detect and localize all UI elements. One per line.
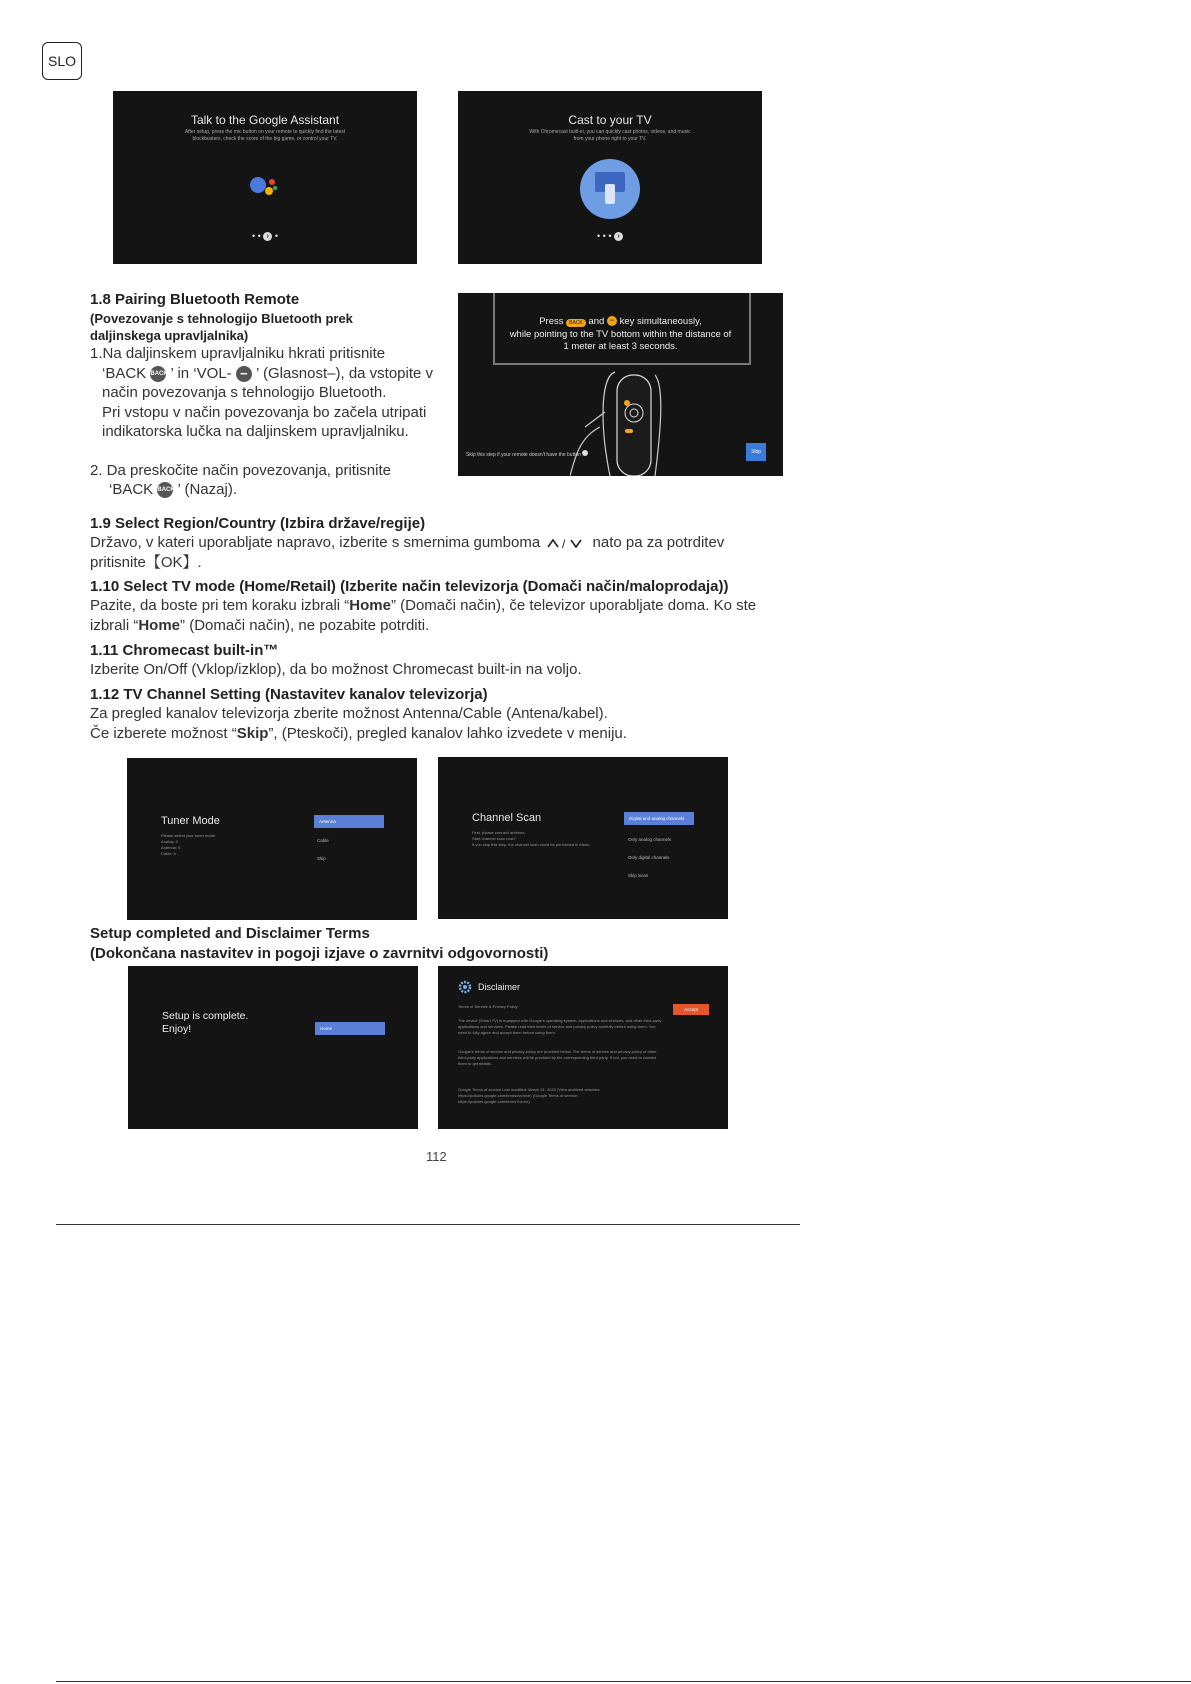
home-bold: Home (349, 597, 391, 614)
section-1-11-title: 1.11 Chromecast built-in™ (90, 642, 279, 659)
screenshot-remote-pairing (458, 293, 783, 476)
back-button-icon: BACK (150, 366, 166, 382)
arrow-up-down-icon (546, 537, 586, 549)
step-1-line-2 (90, 364, 450, 384)
language-badge: SLO (42, 42, 82, 80)
tabs[interactable]: Terms of Service & Privacy Policy (458, 1004, 518, 1009)
text-segment: ” (Domači način), ne pozabite potrditi. (180, 616, 430, 634)
screenshot-cast (458, 91, 762, 264)
hand-remote-illustration-icon (570, 367, 690, 476)
step-2-line-1: 2. Da preskočite način povezovanja, pritisnite (90, 461, 391, 479)
screen-desc (161, 833, 216, 857)
section-1-8-title: 1.8 Pairing Bluetooth Remote (90, 291, 300, 308)
text-line: Setup is complete. (162, 1010, 249, 1022)
tuner-option-cable[interactable]: Cable (317, 838, 329, 843)
screenshot-google-assistant (113, 91, 417, 264)
setup-subtitle: (Dokončana nastavitev in pogoji izjave o zavrnitvi odgovornosti) (90, 945, 549, 962)
section-1-9-title: 1.9 Select Region/Country (Izbira države/regije) (90, 515, 426, 532)
text-line: Antenna: 0 (161, 845, 181, 850)
skip-bold: Skip (236, 724, 269, 742)
disclaimer-paragraph-3: Google Terms of service Last modified: March 31, 2020 (View archived versions: https://policies.google.com/terms/archive) (Google Terms of service: https://policies.google.com/terms?hl=en) (458, 1087, 601, 1104)
text-segment: 1 meter at least 3 seconds. (563, 341, 678, 352)
section-1-12-title: 1.12 TV Channel Setting (Nastavitev kanalov televizorja) (90, 686, 488, 703)
complete-text (162, 1010, 248, 1036)
text-line: First, please connect antenna. (472, 830, 526, 835)
section-1-11-line-1: Izberite On/Off (Vklop/izklop), da bo možnost Chromecast built-in na voljo. (90, 661, 582, 678)
step-2-line-2 (90, 480, 450, 500)
section-1-10-title: 1.10 Select TV mode (Home/Retail) (Izberite način televizorja (Domači način/maloprodaja)) (90, 578, 729, 595)
skip-button[interactable]: Skip (746, 443, 766, 461)
text-segment: Državo, v kateri uporabljate napravo, izberite s smernima gumboma (90, 534, 541, 551)
section-1-12-line-1: Za pregled kanalov televizorja zberite možnost Antenna/Cable (Antena/kabel). (90, 705, 608, 722)
home-button[interactable]: Home (315, 1022, 385, 1035)
volume-minus-icon: − (236, 366, 252, 382)
home-bold: Home (138, 616, 181, 634)
section-1-10-line-2 (90, 616, 810, 636)
screen-title: Talk to the Google Assistant (190, 113, 340, 127)
screenshot-setup-complete (128, 966, 418, 1129)
cast-illustration-icon (579, 158, 641, 220)
section-1-10-body (90, 596, 810, 635)
disclaimer-paragraph-1: The device (Smart TV) is equipped with Google's operating system, applications and services, and other third-party applications and services. Please read their terms of service and privacy policy carefully before using them. You need to fully agree and accept them before using them. (458, 1018, 662, 1035)
screenshot-tuner-mode (127, 758, 417, 920)
tuner-option-antenna[interactable]: Antenna (314, 815, 384, 828)
text-segment: ‘BACK (109, 481, 154, 498)
screen-subtitle: After setup, press the mic button on your remote to quickly find the latest blockbusters, check the score of the big game, or control your TV. (184, 129, 346, 142)
text-segment: ’ (Nazaj). (177, 481, 237, 498)
text-segment: ”, (Pteskoči), pregled kanalov lahko izvedete v meniju. (268, 724, 627, 742)
text-segment: key simultaneously, (619, 316, 702, 327)
text-line: Please select your tuner mode. (161, 833, 217, 838)
page-number: 112 (426, 1149, 447, 1164)
text-line: Analog: 0 (161, 839, 178, 844)
pager-dots: • • › • (252, 231, 278, 241)
text-segment: Če izberete možnost “ (90, 724, 237, 742)
text-segment: Skip this step if your remote doesn't have the button (466, 452, 581, 458)
svg-text:/: / (562, 537, 566, 550)
section-1-8-subtitle-1: (Povezovanje s tehnologijo Bluetooth prek (90, 311, 353, 326)
section-1-9-body (90, 533, 810, 572)
text-segment: nato pa za potrditev (592, 534, 725, 551)
screen-subtitle: With Chromecast built-in, you can quickly cast photos, videos, and music from your phone right to your TV. (529, 129, 691, 142)
back-button-icon: BACK (157, 482, 173, 498)
accept-button[interactable]: Accept (673, 1004, 709, 1015)
section-1-8-body (90, 344, 450, 500)
text-segment: Press (539, 316, 564, 327)
text-segment: while pointing to the TV bottom within the distance of (509, 329, 732, 340)
text-line: Start channel scan now? (472, 836, 516, 841)
text-segment: ‘BACK (102, 364, 147, 382)
section-1-9-line-1 (90, 533, 810, 553)
scan-option-digital[interactable]: Only digital channels (628, 855, 670, 860)
text-line: Enjoy! (162, 1023, 192, 1035)
text-segment: izbrali “ (90, 616, 139, 634)
step-1-line-1: 1.Na daljinskem upravljalniku hkrati pritisnite (90, 345, 386, 362)
minus-key-icon: − (607, 316, 617, 326)
screen-title: Disclaimer (478, 982, 521, 992)
screen-title: Channel Scan (472, 812, 542, 824)
text-line: If you skip this step, the channel scan could be performed in Menu. (472, 842, 591, 847)
scan-option-digital-analog[interactable]: Digital and analog channels (624, 812, 694, 825)
section-1-8-subtitle-2: daljinskega upravljalnika) (90, 328, 249, 343)
text-segment: Pazite, da boste pri tem koraku izbrali “ (90, 597, 350, 614)
section-1-10-line-1 (90, 596, 810, 616)
pager-dots: • • • › (458, 231, 762, 241)
screenshot-disclaimer (438, 966, 728, 1129)
section-1-9-line-2: pritisnite【OK】. (90, 553, 202, 571)
screenshot-channel-scan (438, 757, 728, 919)
screen-title: Cast to your TV (568, 113, 652, 127)
divider-line-bottom (56, 1681, 1191, 1682)
step-1-line-3: način povezovanja s tehnologijo Bluetooth. (102, 384, 387, 401)
disclaimer-paragraph-2: Google's terms of service and privacy policy are provided below. The terms of service and privacy policy of other third-party applications and services will be provided by the corresponding third party. If not, you need to contact them to get details. (458, 1049, 657, 1066)
tuner-option-skip[interactable]: Skip (317, 856, 326, 861)
screen-desc (472, 830, 592, 848)
gear-icon (458, 980, 472, 994)
scan-option-skip[interactable]: Skip Scan (628, 873, 649, 878)
setup-title: Setup completed and Disclaimer Terms (90, 925, 370, 942)
info-icon (582, 450, 588, 456)
skip-note (466, 450, 588, 458)
divider-line (56, 1224, 800, 1225)
text-segment: ’ in ‘VOL- (170, 364, 232, 382)
instruction-text (458, 316, 783, 353)
step-1-line-4: Pri vstopu v način povezovanja bo začela utripati (102, 403, 427, 421)
text-segment: ’ (Glasnost–), da vstopite v (256, 364, 434, 382)
screen-title: Tuner Mode (161, 815, 220, 827)
back-key-icon: BACK (566, 319, 586, 327)
scan-option-analog[interactable]: Only analog channels (628, 837, 672, 842)
google-assistant-icon (248, 174, 282, 202)
text-line: Cable: 0 (161, 851, 176, 856)
section-1-12-body (90, 704, 810, 743)
step-1-line-5: indikatorska lučka na daljinskem upravljalniku. (102, 423, 409, 440)
text-segment: ” (Domači način), če televizor uporabljate doma. Ko ste (390, 597, 757, 614)
text-segment: and (588, 316, 605, 327)
section-1-12-line-2 (90, 724, 810, 744)
